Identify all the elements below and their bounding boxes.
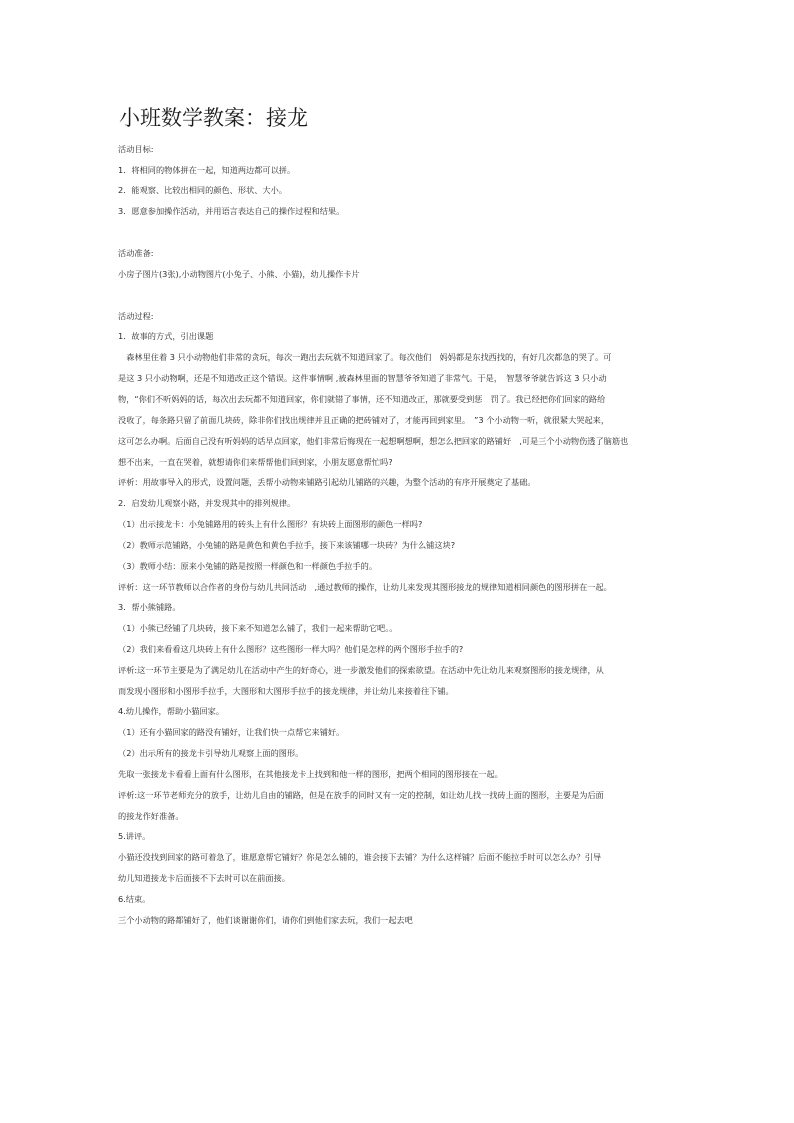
section-heading: 2．启发幼儿观察小路，并发现其中的排列规律。 [118,498,296,508]
commentary-line: 而发现小图形和小图形手拉手，大图形和大图形手拉手的接龙规律，并让幼儿来接着往下铺。 [118,686,454,696]
prep-text: 小房子图片(3张),小动物图片(小兔子、小熊、小猫)，幼儿操作卡片 [118,269,360,279]
goal-item: 1．将相同的物体拼在一起，知道两边都可以拼。 [118,165,296,175]
body-line: （1）小熊已经铺了几块砖，接下来不知道怎么铺了，我们一起来帮助它吧。。 [118,623,398,633]
process-heading: 活动过程: [118,311,154,321]
body-line: 没收了，每条路只留了前面几块砖，除非你们找出规律并且正确的把砖铺对了，才能再回到家里。 ”3 个小动物一听，就很紧大哭起来， [118,415,610,425]
body-line: 这可怎么办啊。后面自己没有听妈妈的话早点回家，他们非常后悔现在一起想啊想啊，想怎么把回家的路铺好 ,可是三个小动物伤透了脑筋也 [118,436,629,446]
document-title: 小班数学教案：接龙 [119,106,308,130]
body-line: 三个小动物的路都铺好了，他们谈谢谢你们，请你们到他们家去玩，我们一起去吧 [118,915,413,925]
commentary-line: 评析:这一环节主要是为了满足幼儿在活动中产生的好奇心，进一步激发他们的探索欲望。在活动中先让幼儿来观察图形的接龙规律，从 [118,665,604,675]
body-line: 先取一张接龙卡看看上面有什么图形，在其他接龙卡上找到和他一样的图形，把两个相同的图形接在一起。 [118,769,503,779]
body-line: 想不出来，一直在哭着，就想请你们来帮帮他们回到家，小朋友愿意帮忙吗? [118,457,393,467]
body-line: 是这 3 只小动物啊，还是不知道改正这个错误。这件事情啊 ,被森林里面的智慧爷爷知道了非常气。于是， 智慧爷爷就告诉这 3 只小动 [118,373,607,383]
section-heading: 6.结束。 [118,894,151,904]
commentary-line: 评析:这一环节老师充分的放手，让幼儿自由的铺路，但是在放手的同时又有一定的控制，如让幼儿找一找砖上面的图形，主要是为后面 [118,790,604,800]
body-line: （1）出示接龙卡：小兔铺路用的砖头上有什么图形？有块砖上面图形的颜色一样吗? [118,519,423,529]
prep-heading: 活动准备: [118,248,154,258]
commentary-line: 评析：这一环节教师以合作者的身份与幼儿共同活动 ,通过教师的操作，让幼儿来发现其图形接龙的规律知道相同颜色的图形拼在一起。 [118,582,612,592]
goal-item: 3．愿意参加操作活动，并用语言表达自己的操作过程和结果。 [118,206,345,216]
section-heading: 5.讲评。 [118,831,151,841]
body-line: 物，“你们不听妈妈的话，每次出去玩都不知道回家，你们就错了事情，还不知道改正，那就要受到惩 罚了。我已经把你们回家的路给 [118,394,606,404]
body-line: （2）教师示范铺路，小兔铺的路是黄色和黄色手拉手，接下来该铺哪一块砖？为什么铺这块? [118,540,456,550]
goals-heading: 活动目标: [118,144,154,154]
goal-item: 2．能观察、比较出相同的颜色、形状、大小。 [118,185,287,195]
commentary-line: 的接龙作好准备。 [118,811,184,821]
section-heading: 3．帮小熊铺路。 [118,602,181,612]
commentary-line: 评析：用故事导入的形式，设置问题，丢帮小动物来铺路引起幼儿铺路的兴趣，为整个活动的有序开展奠定了基础。 [118,477,536,487]
body-line: （1）还有小猫回家的路没有铺好，让我们快一点帮它来铺好。 [118,727,345,737]
body-line: （3）教师小结：原来小兔铺的路是按照一样颜色和一样颜色手拉手的。 [118,561,378,571]
body-line: （2）我们来看看这几块砖上有什么图形？这些图形一样大吗？他们是怎样的两个图形手拉手的? [118,644,464,654]
body-line: 幼儿知道接龙卡后面接不下去时可以在前面接。 [118,873,290,883]
body-line: （2）出示所有的接龙卡引导幼儿观察上面的图形。 [118,748,304,758]
body-line: 1．故事的方式，引出课题 [118,331,214,341]
body-line: 森林里住着 3 只小动物他们非常的贪玩，每次一跑出去玩就不知道回家了。每次他们 妈妈都是东找西找的，有好几次都急的哭了。可 [118,352,612,362]
body-line: 小猫还没找到回家的路可着急了，谁愿意帮它铺好？你是怎么铺的，谁会接下去铺？为什么这样铺？后面不能拉手时可以怎么办？引导 [118,852,602,862]
section-heading: 4.幼儿操作，帮助小猫回家。 [118,706,225,716]
